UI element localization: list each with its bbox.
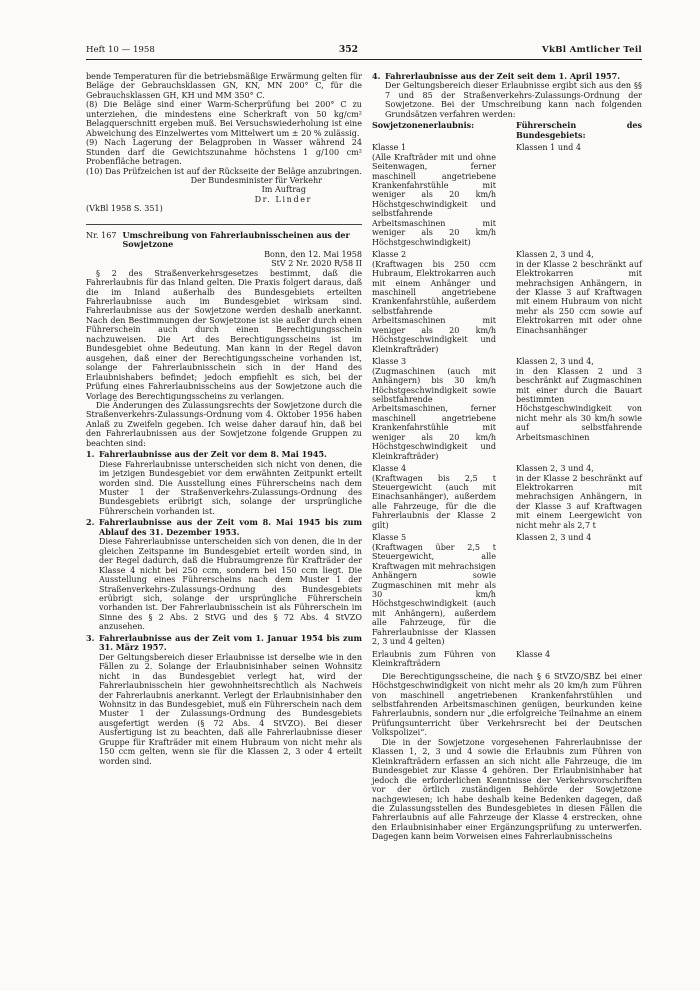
paragraph: Die Änderungen des Zulassungsrechts der Sowjetzone durch die Straßenverkehrs-Zulassungs-Ordnung vom 4. Oktober 1956 haben Anlaß zu Zweifeln gegeben. Ich weise daher darauf hin, daß bei den Fahrerlaubnissen aus der Sowjetzone folgende Gruppen zu beachten sind: (86, 400, 362, 448)
signature-line: Im Auftrag (261, 185, 306, 195)
left-column (86, 72, 362, 766)
list-text: Der Geltungsbereich dieser Erlaubnisse ergibt sich aus den §§ 7 und 85 der Straßenverkehrs-Zulassungs-Ordnung der Sowjetzone. Bei der Umschreibung kann nach folgenden Grundsätzen verfahren werden: (385, 81, 642, 119)
table-row (372, 143, 642, 247)
table-cell-right: Klasse 4 (516, 649, 551, 659)
table-row (372, 250, 642, 354)
list-text: Der Geltungsbereich dieser Erlaubnisse ist derselbe wie in den Fällen zu 2. Solange der Erlaubnisinhaber seinen Wohnsitz nicht in das Bundesgebiet verlegt hat, wird der Fahrerlaubnisschein hier gewohnheitsrechtlich als Nachweis der Fahrerlaubnis anerkannt. Verlegt der Erlaubnisinhaber den Wohnsitz in das Bundesgebiet, muß ein Führerschein nach dem Muster 1 der Zulassungs-Ordnung des Bundesgebiets ausgefertigt werden (§ 72 Abs. 4 StVZO). Bei dieser Ausfertigung ist zu beachten, daß alle Fahrerlaubnisse dieser Gruppe für Krafträder mit einem Hubraum von nicht mehr als 150 ccm gelten, wenn sie für die Klassen 2, 3 oder 4 erteilt worden sind. (99, 652, 362, 766)
section-title: VkBl Amtlicher Teil (542, 45, 642, 55)
list-heading: Fahrerlaubnisse aus der Zeit vom 1. Januar 1954 bis zum 31. März 1957. (99, 632, 362, 653)
table-row (372, 650, 642, 669)
header-rule (86, 59, 642, 60)
list-heading: Fahrerlaubnisse aus der Zeit seit dem 1. April 1957. (385, 71, 621, 81)
table-row (372, 464, 642, 530)
table-cell-left: Klasse 3 (Zugmaschinen (auch mit Anhängern) bis 30 km/h Höchstgeschwindigkeit sowie selbstfahrende Arbeitsmaschinen, ferner maschinell angetriebene Krankenfahrstühle mit weniger als 20 km/h Höchstgeschwindigkeit und Kleinkrafträder) (372, 357, 496, 461)
class-table (372, 143, 642, 668)
list-item (86, 634, 362, 766)
paragraph: (9) Nach Lagerung der Belagproben in Wasser während 24 Stunden darf die Gewichtszunahme höchstens 1 g/100 cm² Probenfläche betragen. (86, 138, 362, 167)
page-number: 352 (338, 44, 358, 55)
paragraph: (10) Das Prüfzeichen ist auf der Rückseite der Beläge anzubringen. (86, 166, 362, 176)
list-number: 1. (86, 449, 95, 460)
table-header (372, 121, 642, 140)
list-item (86, 518, 362, 631)
list-number: 2. (86, 517, 95, 528)
table-cell-right: Klassen 1 und 4 (516, 143, 582, 153)
table-cell-right: Klassen 2, 3 und 4, in der Klasse 2 beschränkt auf Elektrokarren mit mehrachsigen Anhängern, in der Klasse 3 auf Kraftwagen mit einem Hubraum von nicht mehr als 250 ccm sowie auf Elektrokarren mit oder ohne Einachsanhänger (516, 250, 642, 335)
list-item (372, 72, 642, 119)
list-text: Diese Fahrerlaubnisse unterscheiden sich von denen, die in der gleichen Zeitspanne im Bundesgebiet erteilt worden sind, in der Regel dadurch, daß die Hubraumgrenze für Krafträder der Klasse 4 nicht bei 250 ccm, sondern bei 150 ccm liegt. Die Ausstellung eines Führerscheins nach dem Muster 1 der Straßenverkehrs-Zulassungs-Ordnung des Bundesgebiets erübrigt sich, solange der ursprüngliche Führerschein vorhanden ist. Der Fahrerlaubnisschein ist als Führerschein im Sinne des § 2 Abs. 2 StVG und des § 72 Abs. 4 StVZO anzusehen. (99, 537, 362, 632)
table-cell-left: Klasse 1 (Alle Krafträder mit und ohne Seitenwagen, ferner maschinell angetriebene Krankenfahrstühle mit weniger als 20 km/h Höchstgeschwindigkeit und selbstfahrende Arbeitsmaschinen mit weniger als 20 km/h Höchstgeschwindigkeit) (372, 143, 496, 247)
column-header-right: Führerschein des Bundesgebiets: (516, 120, 642, 140)
paragraph: Die Berechtigungsscheine, die nach § 6 StVZO/SBZ bei einer Höchstgeschwindigkeit von nicht mehr als 20 km/h zum Führen von maschinell angetriebenen Krankenfahrstühlen und selbstfahrenden Arbeitsmaschinen genügen, beurkunden keine Fahrerlaubnis, sondern nur „die erfolgreiche Teilnahme an einem Prüfungsunterricht über Verkehrsrecht bei der Deutschen Volkspolizei“. (372, 671, 642, 738)
list-heading: Fahrerlaubnisse aus der Zeit vor dem 8. Mai 1945. (99, 449, 327, 460)
table-cell-right: Klassen 2, 3 und 4 (516, 533, 592, 543)
table-cell-right: Klassen 2, 3 und 4, in der Klasse 2 beschränkt auf Elektrokarren mit mehrachsigen Anhängern, in der Klasse 3 auf Kraftwagen mit einem Leergewicht von nicht mehr als 2,7 t (516, 464, 642, 530)
list-text: Diese Fahrerlaubnisse unterscheiden sich nicht von denen, die im jetzigen Bundesgebiet vor dem erwähnten Zeitpunkt erteilt worden sind. Die Ausstellung eines Führerscheins nach dem Muster 1 der Straßenverkehrs-Zulassungs-Ordnung des Bundesgebiets erübrigt sich, solange der ursprüngliche Führerschein vorhanden ist. (99, 459, 362, 516)
issue-label: Heft 10 — 1958 (86, 45, 155, 55)
table-cell-left: Klasse 2 (Kraftwagen bis 250 ccm Hubraum, Elektrokarren auch mit einem Anhänger und maschinell angetriebene Krankenfahrstühle, außerdem selbstfahrende Arbeitsmaschinen mit weniger als 20 km/h Höchstgeschwindigkeit und Kleinkrafträder) (372, 250, 496, 354)
file-number: StV 2 Nr. 2020 R/58 II (271, 259, 362, 269)
place-date: Bonn, den 12. Mai 1958 (264, 249, 362, 259)
paragraph: § 2 des Straßenverkehrsgesetzes bestimmt, daß die Fahrerlaubnis für das Inland gelten. Die Praxis folgert daraus, daß die im Inland außerhalb des Bundesgebiets erteilten Fahrerlaubnisse auch im Bundesgebiet wirksam sind. Fahrerlaubnisse aus der Sowjetzone werden deshalb anerkannt. Nach den Bestimmungen der Sowjetzone ist sie außer durch einen Führerschein auch durch einen Berechtigungsschein nachzuweisen. Die Art des Berechtigungsscheins ist im Bundesgebiet ohne Bedeutung. Man kann in der Regel davon ausgehen, daß einer der Berechtigungsscheine vorhanden ist, solange der Fahrerlaubnisschein sich in der Hand des Erlaubnishabers befindet; jedoch empfiehlt es sich, bei der Prüfung eines Fahrerlaubnisscheins aus der Sowjetzone auch die Vorlage des Berechtigungsscheins zu verlangen. (86, 268, 362, 401)
page-header (86, 44, 642, 55)
list-number: 4. (372, 71, 381, 81)
notice-heading (86, 224, 362, 250)
table-cell-left: Erlaubnis zum Führen von Kleinkrafträdern (372, 649, 496, 669)
list-number: 3. (86, 632, 95, 643)
table-cell-left: Klasse 4 (Kraftwagen bis 2,5 t Steuergewicht (auch mit Einachsanhänger), außerdem alle Fahrzeuge, für die die Fahrerlaubnis der Klasse 2 gilt) (372, 464, 496, 530)
notice-title: Umschreibung von Fahrerlaubnisscheinen aus der Sowjetzone (122, 229, 350, 250)
notice-number: Nr. 167 (86, 230, 117, 240)
list-item (86, 450, 362, 516)
table-row (372, 357, 642, 461)
table-cell-right: Klassen 2, 3 und 4, in den Klassen 2 und 3 beschränkt auf Zugmaschinen mit einer durch die Bauart bestimmten Höchstgeschwindigkeit von nicht mehr als 30 km/h sowie auf selbstfahrende Arbeitsmaschinen (516, 357, 642, 442)
list-heading: Fahrerlaubnisse aus der Zeit vom 8. Mai 1945 bis zum Ablauf des 31. Dezember 1953. (99, 517, 362, 537)
table-cell-left: Klasse 5 (Kraftwagen über 2,5 t Steuergewicht, alle Kraftwagen mit mehrachsigen Anhängern sowie Zugmaschinen mit mehr als 30 km/h Höchstgeschwindigkeit (auch mit Anhängern), außerdem alle Fahrzeuge, für die Fahrerlaubnisse der Klassen 2, 3 und 4 gelten) (372, 533, 496, 647)
table-row (372, 533, 642, 646)
column-header-left: Sowjetzonenerlaubnis: (372, 120, 475, 131)
paragraph: (8) Die Beläge sind einer Warm-Scherprüfung bei 200° C zu unterziehen, die mindestens eine Scherkraft von 50 kg/cm² Belagquerschnitt ergeben muß. Bei Versuchswiederholung ist eine Abweichung des Einzelwertes vom Mittelwert um ± 20 % zulässig. (86, 100, 362, 138)
paragraph: bende Temperaturen für die betriebsmäßige Erwärmung gelten für Beläge der Gebrauchsklassen GN, KN, MN 200° C, für die Gebrauchsklassen GH, KH und MM 350° C. (86, 72, 362, 100)
right-column (372, 72, 642, 842)
paragraph: Die in der Sowjetzone vorgesehenen Fahrerlaubnisse der Klassen 1, 2, 3 und 4 sowie die Erlaubnis zum Führen von Kleinkrafträdern erfassen an sich nicht alle Fahrzeuge, die im Bundesgebiet zur Klasse 4 gehören. Der Erlaubnisinhaber hat jedoch die erforderlichen Kenntnisse der Verkehrsvorschriften vor der örtlich zuständigen Behörde der Sowjetzone nachgewiesen; ich habe deshalb keine Bedenken dagegen, daß die Zulassungsstellen des Bundesgebietes in diesen Fällen die Fahrerlaubnis auf alle Fahrzeuge der Klasse 4 erstrecken, ohne den Erlaubnisinhaber einer Ergänzungsprüfung zu unterwerfen. Dagegen kann beim Vorweisen eines Fahrerlaubnisscheins (372, 737, 642, 842)
signature-name: Dr. Linder (254, 194, 312, 204)
reference: (VkBl 1958 S. 351) (86, 204, 163, 214)
signature-line: Der Bundesminister für Verkehr (190, 175, 322, 185)
